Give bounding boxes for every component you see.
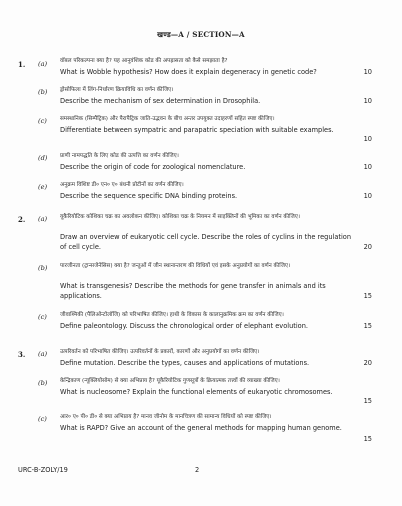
part-english-text: Define paleontology. Discuss the chronological order of elephant evolution.	[60, 322, 308, 330]
part-marks: 10	[363, 163, 372, 171]
part-marks: 10	[363, 68, 372, 76]
part-letter: (b)	[38, 379, 48, 387]
part-letter: (a)	[38, 60, 48, 68]
part-letter: (a)	[38, 350, 48, 358]
part-letter: (c)	[38, 415, 47, 423]
part-hindi-text: जीवाश्मिकी (पैलिओन्टोलॉजि) को परिभाषित कीजिए। हाथी के विकास के कालानुक्रमिक क्रम का वर्णन कीजिए।	[60, 312, 284, 318]
paper-code: URC-B-ZOLY/19	[18, 466, 68, 474]
part-letter: (b)	[38, 264, 48, 272]
question-number: 1.	[18, 60, 26, 69]
part-letter: (c)	[38, 313, 47, 321]
part-hindi-text: यूकैरियोटिक कोशिका चक्र का अवलोकन कीजिए। कोशिका चक्र के नियमन में साइक्लिनों की भूमिका का वर्णन कीजिए।	[60, 214, 300, 220]
part-hindi-text: आर० ए० पी० डी० से क्या अभिप्राय है? मानव जीनोम के मानचित्रण की सामान्य विधियों को स्पष्ट कीजिए।	[60, 414, 272, 420]
part-english-text: Describe the sequence specific DNA binding proteins.	[60, 192, 238, 200]
part-hindi-text: उत्परिवर्तन को परिभाषित कीजिए। उत्परिवर्तनों के प्रकारों, कारणों और अनुप्रयोगों का वर्णन कीजिए।	[60, 349, 260, 355]
part-letter: (d)	[38, 154, 48, 162]
part-hindi-text: समस्थानिक (सिम्पैट्रिक) और पैरापैट्रिक जाति-उद्भवन के बीच अन्तर उपयुक्त उदाहरणों सहित स्पष्ट कीजिए।	[60, 116, 275, 122]
part-english-text: What is RAPD? Give an account of the general methods for mapping human genome.	[60, 424, 342, 432]
part-letter: (a)	[38, 215, 48, 223]
part-hindi-text: अनुक्रम विशिष्ट डी० एन० ए० बंधनी प्रोटीनों का वर्णन कीजिए।	[60, 182, 184, 188]
page-number: 2	[195, 466, 200, 474]
part-marks: 10	[363, 192, 372, 200]
part-english-text: Describe the mechanism of sex determination in Drosophila.	[60, 97, 261, 105]
part-letter: (c)	[38, 117, 47, 125]
part-marks: 15	[363, 322, 372, 330]
part-english-text: Draw an overview of eukaryotic cell cycle. Describe the roles of cyclins in the regulation of cell cycle.	[60, 233, 352, 251]
part-hindi-text: पारजीनता (ट्रान्सजेनेसिस) क्या है? जन्तुओं में जीन स्थानान्तरण की विधियों एवं इसके अनुप्रयोगों का वर्णन कीजिए।	[60, 263, 291, 269]
part-hindi-text: वॉबल परिकल्पना क्या है? यह आनुवंशिक कोड की अपह्रासता को कैसे समझाता है?	[60, 58, 228, 64]
part-english-text: Differentiate between sympatric and parapatric speciation with suitable examples.	[60, 126, 334, 134]
part-hindi-text: ड्रोसोफिला में लिंग-निर्धारण क्रियाविधि का वर्णन कीजिए।	[60, 87, 174, 93]
part-marks: 15	[363, 397, 372, 405]
part-english-text: Describe the origin of code for zoological nomenclature.	[60, 163, 246, 171]
section-title: खण्ड—A / SECTION—A	[157, 30, 245, 39]
part-marks: 15	[363, 292, 372, 300]
part-marks: 20	[363, 359, 372, 367]
part-english-text: What is Wobble hypothesis? How does it explain degeneracy in genetic code?	[60, 68, 317, 76]
part-marks: 15	[363, 435, 372, 443]
part-english-text: What is nucleosome? Explain the functional elements of eukaryotic chromosomes.	[60, 388, 333, 396]
part-english-text: Define mutation. Describe the types, causes and applications of mutations.	[60, 359, 310, 367]
part-marks: 10	[363, 135, 372, 143]
part-hindi-text: प्राणी नामपद्धति के लिए कोड की उत्पत्ति का वर्णन कीजिए।	[60, 153, 179, 159]
part-marks: 10	[363, 97, 372, 105]
part-hindi-text: केन्द्रिकाण (न्यूक्लियोसोम) से क्या अभिप्राय है? यूकैरियोटिक गुणसूत्रों के क्रियात्मक तत्त्वों की व्याख्या कीजिए।	[60, 378, 280, 384]
part-letter: (b)	[38, 88, 48, 96]
question-number: 3.	[18, 350, 26, 359]
question-number: 2.	[18, 215, 26, 224]
part-english-text: What is transgenesis? Describe the methods for gene transfer in animals and its applications.	[60, 282, 326, 300]
part-letter: (e)	[38, 183, 48, 191]
part-marks: 20	[363, 243, 372, 251]
